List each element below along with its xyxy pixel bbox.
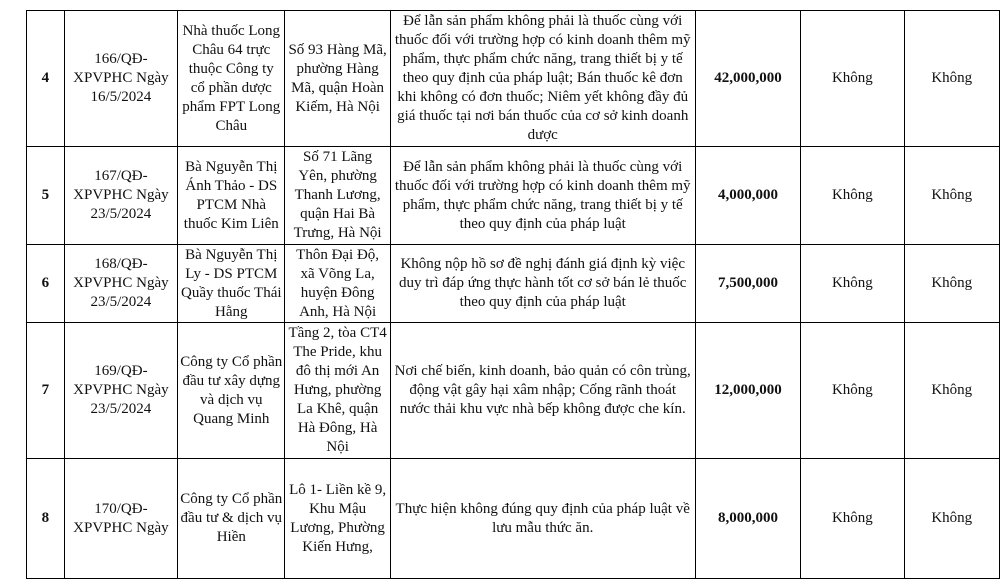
entity-address: Số 71 Lãng Yên, phường Thanh Lương, quận Hai Bà Trưng, Hà Nội [285,147,390,245]
violation-description: Không nộp hồ sơ đề nghị đánh giá định kỳ việc duy trì đáp ứng thực hành tốt cơ sở bán lẻ thuốc theo quy định của pháp luật [390,245,695,323]
remedial-measure: Không [904,147,999,245]
violation-description: Nơi chế biến, kinh doanh, bảo quản có côn trùng, động vật gây hại xâm nhập; Cống rãnh thoát nước thải khu vực nhà bếp không được che kín. [390,323,695,459]
additional-penalty: Không [801,323,904,459]
remedial-measure: Không [904,11,999,147]
violation-description: Để lẫn sản phẩm không phải là thuốc cùng với thuốc đối với trường hợp có kinh doanh thêm mỹ phẩm, thực phẩm chức năng, trang thiết bị y tế theo quy định của pháp luật; Bán thuốc kê đơn khi không có đơn thuốc; Niêm yết không đầy đủ giá thuốc tại nơi bán thuốc của cơ sở kinh doanh dược [390,11,695,147]
remedial-measure: Không [904,459,999,579]
table-row [27,11,1000,147]
decision-number: 169/QĐ-XPVPHC Ngày 23/5/2024 [64,323,177,459]
additional-penalty: Không [801,11,904,147]
entity-address: Tầng 2, tòa CT4 The Pride, khu đô thị mới An Hưng, phường La Khê, quận Hà Đông, Hà Nội [285,323,390,459]
additional-penalty: Không [801,459,904,579]
row-number: 7 [27,323,65,459]
remedial-measure: Không [904,323,999,459]
row-number: 5 [27,147,65,245]
additional-penalty: Không [801,147,904,245]
fine-amount: 7,500,000 [695,245,801,323]
row-number: 6 [27,245,65,323]
penalty-decisions-table [26,10,1000,579]
fine-amount: 12,000,000 [695,323,801,459]
violation-description: Thực hiện không đúng quy định của pháp luật về lưu mẫu thức ăn. [390,459,695,579]
table-row [27,323,1000,459]
violating-entity: Công ty Cổ phần đầu tư xây dựng và dịch vụ Quang Minh [178,323,285,459]
entity-address: Lô 1- Liền kề 9, Khu Mậu Lương, Phường Kiến Hưng, [285,459,390,579]
remedial-measure: Không [904,245,999,323]
decision-number: 170/QĐ-XPVPHC Ngày [64,459,177,579]
decision-number: 166/QĐ-XPVPHC Ngày 16/5/2024 [64,11,177,147]
violating-entity: Nhà thuốc Long Châu 64 trực thuộc Công ty cổ phần dược phẩm FPT Long Châu [178,11,285,147]
violation-description: Để lẫn sản phẩm không phải là thuốc cùng với thuốc đối với trường hợp có kinh doanh thêm mỹ phẩm, thực phẩm chức năng, trang thiết bị y tế theo quy định của pháp luật [390,147,695,245]
additional-penalty: Không [801,245,904,323]
fine-amount: 8,000,000 [695,459,801,579]
entity-address: Số 93 Hàng Mã, phường Hàng Mã, quận Hoàn Kiếm, Hà Nội [285,11,390,147]
table-row [27,147,1000,245]
decision-number: 168/QĐ-XPVPHC Ngày 23/5/2024 [64,245,177,323]
fine-amount: 42,000,000 [695,11,801,147]
entity-address: Thôn Đại Độ, xã Võng La, huyện Đông Anh, Hà Nội [285,245,390,323]
row-number: 8 [27,459,65,579]
decision-number: 167/QĐ-XPVPHC Ngày 23/5/2024 [64,147,177,245]
table-row [27,459,1000,579]
row-number: 4 [27,11,65,147]
violating-entity: Bà Nguyễn Thị Ly - DS PTCM Quầy thuốc Thái Hằng [178,245,285,323]
table-row [27,245,1000,323]
violating-entity: Công ty Cổ phần đầu tư & dịch vụ Hiền [178,459,285,579]
violating-entity: Bà Nguyễn Thị Ánh Thảo - DS PTCM Nhà thuốc Kim Liên [178,147,285,245]
fine-amount: 4,000,000 [695,147,801,245]
